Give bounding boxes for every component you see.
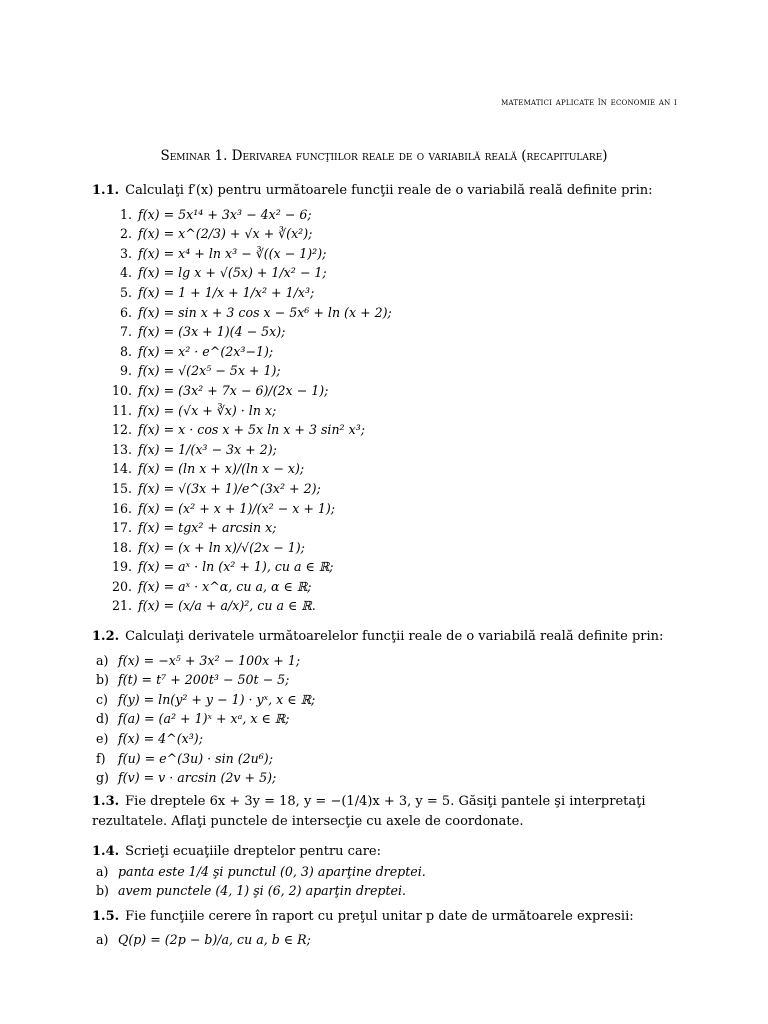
exercise-number: 7.	[119, 324, 132, 340]
exercise-item	[92, 690, 682, 710]
exercise-item	[92, 244, 682, 264]
exercise-item	[92, 862, 682, 882]
exercise-expression: f(x) = lg x + √(5x) + 1/x² − 1;	[138, 265, 327, 281]
exercise-item	[92, 342, 682, 362]
exercise-number: 11.	[111, 402, 132, 418]
exercise-expression: f(u) = e^(3u) · sin (2u⁶);	[118, 750, 273, 766]
exercise-number: 18.	[111, 539, 132, 555]
exercise-item	[92, 401, 682, 421]
exercise-expression: f(x) = (x + ln x)/√(2x − 1);	[138, 539, 305, 555]
exercise-number: 9.	[119, 363, 132, 379]
exercise-expression: f(x) = aˣ · x^α, cu a, α ∈ ℝ;	[138, 578, 312, 594]
exercise-item	[92, 420, 682, 440]
exercise-item	[92, 440, 682, 460]
problem-1-3	[92, 792, 682, 832]
exercise-item	[92, 205, 682, 225]
exercise-number: a)	[96, 931, 109, 947]
exercise-item	[92, 361, 682, 381]
running-head: matematici aplicate în economie an i	[501, 96, 677, 108]
exercise-expression: f(x) = (x/a + a/x)², cu a ∈ ℝ.	[138, 598, 316, 614]
exercise-number: d)	[96, 711, 109, 727]
exercise-number: 1.	[119, 206, 132, 222]
problem-statement	[92, 627, 682, 647]
problem-statement	[92, 842, 682, 862]
problem-number: 1.3.	[92, 794, 120, 809]
problem-text: Fie dreptele 6x + 3y = 18, y = −(1/4)x + 3, y = 5. Găsiţi pantele şi interpretaţi rezultatele. Aflaţi punctele de intersecţie cu axele de coordonate.	[92, 794, 646, 829]
exercise-number: 6.	[119, 304, 132, 320]
exercise-list	[92, 651, 682, 788]
exercise-expression: f(x) = −x⁵ + 3x² − 100x + 1;	[118, 652, 301, 668]
exercise-expression: f(x) = aˣ · ln (x² + 1), cu a ∈ ℝ;	[138, 559, 334, 575]
problem-number: 1.1.	[92, 183, 120, 198]
exercise-number: 13.	[111, 441, 132, 457]
exercise-expression: f(x) = (√x + ∛x) · ln x;	[138, 402, 277, 418]
exercise-item	[92, 224, 682, 244]
exercise-expression: f(x) = √(2x⁵ − 5x + 1);	[138, 363, 281, 379]
exercise-item	[92, 768, 682, 788]
exercise-item	[92, 303, 682, 323]
problem-1-1	[92, 181, 682, 616]
exercise-expression: avem punctele (4, 1) şi (6, 2) aparţin dreptei.	[118, 883, 407, 899]
problem-number: 1.5.	[92, 909, 120, 924]
problem-number: 1.4.	[92, 844, 120, 859]
exercise-item	[92, 577, 682, 597]
problem-text: Scrieţi ecuaţiile dreptelor pentru care:	[125, 844, 381, 859]
exercise-item	[92, 881, 682, 901]
exercise-number: a)	[96, 863, 109, 879]
problem-1-2	[92, 627, 682, 788]
exercise-number: 10.	[111, 382, 132, 398]
exercise-expression: f(x) = sin x + 3 cos x − 5x⁶ + ln (x + 2);	[138, 304, 392, 320]
exercise-item	[92, 709, 682, 729]
exercise-list	[92, 927, 682, 953]
exercise-number: 16.	[111, 500, 132, 516]
problem-number: 1.2.	[92, 629, 120, 644]
exercise-number: f)	[96, 750, 106, 766]
exercise-expression: f(v) = v · arcsin (2v + 5);	[118, 770, 277, 786]
problem-text: Fie funcţiile cerere în raport cu preţul unitar p date de următoarele expresii:	[125, 909, 634, 924]
exercise-number: e)	[96, 730, 109, 746]
exercise-expression: f(x) = 4^(x³);	[118, 730, 203, 746]
exercise-item	[92, 749, 682, 769]
exercise-expression: f(x) = 1 + 1/x + 1/x² + 1/x³;	[138, 284, 315, 300]
exercise-item	[92, 927, 682, 953]
exercise-list	[92, 205, 682, 616]
exercise-expression: f(x) = 1/(x³ − 3x + 2);	[138, 441, 277, 457]
exercise-number: 3.	[119, 245, 132, 261]
problem-1-5	[92, 907, 682, 953]
exercise-item	[92, 283, 682, 303]
problem-statement	[92, 907, 682, 927]
exercise-number: a)	[96, 652, 109, 668]
exercise-expression: f(x) = x² · e^(2x³−1);	[138, 343, 274, 359]
exercise-expression: f(x) = x^(2/3) + √x + ∛(x²);	[138, 226, 313, 242]
exercise-number: 14.	[111, 461, 132, 477]
exercise-number: c)	[96, 691, 108, 707]
exercise-item	[92, 322, 682, 342]
exercise-item	[92, 381, 682, 401]
exercise-number: 15.	[111, 480, 132, 496]
exercise-expression: f(x) = (3x² + 7x − 6)/(2x − 1);	[138, 382, 329, 398]
exercise-number: 19.	[111, 559, 132, 575]
exercise-expression: f(x) = (x² + x + 1)/(x² − x + 1);	[138, 500, 336, 516]
problem-text: Calculaţi f′(x) pentru următoarele funcţii reale de o variabilă reală definite prin:	[125, 183, 653, 198]
exercise-expression: f(x) = x⁴ + ln x³ − ∛((x − 1)²);	[138, 245, 327, 261]
exercise-number: g)	[96, 770, 109, 786]
exercise-list	[92, 862, 682, 901]
exercise-number: 17.	[111, 520, 132, 536]
exercise-expression: f(x) = x · cos x + 5x ln x + 3 sin² x³;	[138, 422, 366, 438]
exercise-expression: Q(p) = (2p − b)/a, cu a, b ∈ R;	[118, 931, 311, 947]
exercise-item	[92, 651, 682, 671]
exercise-expression: f(x) = tgx² + arcsin x;	[138, 520, 277, 536]
seminar-title: Seminar 1. Derivarea funcţiilor reale de o variabilă reală (recapitulare)	[160, 148, 608, 164]
exercise-item	[92, 670, 682, 690]
exercise-expression: f(a) = (a² + 1)ˣ + xᵃ, x ∈ ℝ;	[118, 711, 290, 727]
problem-text: Calculaţi derivatele următoarelelor funcţii reale de o variabilă reală definite prin:	[125, 629, 664, 644]
exercise-number: 21.	[111, 598, 132, 614]
exercise-item	[92, 459, 682, 479]
exercise-number: b)	[96, 672, 109, 688]
exercise-number: 2.	[119, 226, 132, 242]
exercise-number: 20.	[111, 578, 132, 594]
exercise-expression: panta este 1/4 şi punctul (0, 3) aparţine dreptei.	[118, 863, 426, 879]
exercise-item	[92, 518, 682, 538]
exercise-item	[92, 596, 682, 616]
exercise-expression: f(x) = 5x¹⁴ + 3x³ − 4x² − 6;	[138, 206, 312, 222]
problem-1-4	[92, 842, 682, 901]
exercise-item	[92, 557, 682, 577]
exercise-expression: f(y) = ln(y² + y − 1) · yˣ, x ∈ ℝ;	[118, 691, 316, 707]
exercise-item	[92, 729, 682, 749]
exercise-item	[92, 263, 682, 283]
exercise-number: 8.	[119, 343, 132, 359]
exercise-number: 12.	[111, 422, 132, 438]
exercise-number: 4.	[119, 265, 132, 281]
exercise-number: b)	[96, 883, 109, 899]
exercise-expression: f(x) = (ln x + x)/(ln x − x);	[138, 461, 305, 477]
exercise-item	[92, 538, 682, 558]
exercise-expression: f(x) = (3x + 1)(4 − 5x);	[138, 324, 286, 340]
exercise-item	[92, 499, 682, 519]
problem-statement	[92, 181, 682, 201]
exercise-number: 5.	[119, 284, 132, 300]
exercise-expression: f(t) = t⁷ + 200t³ − 50t − 5;	[118, 672, 290, 688]
exercise-item	[92, 479, 682, 499]
exercise-expression: f(x) = √(3x + 1)/e^(3x² + 2);	[138, 480, 321, 496]
